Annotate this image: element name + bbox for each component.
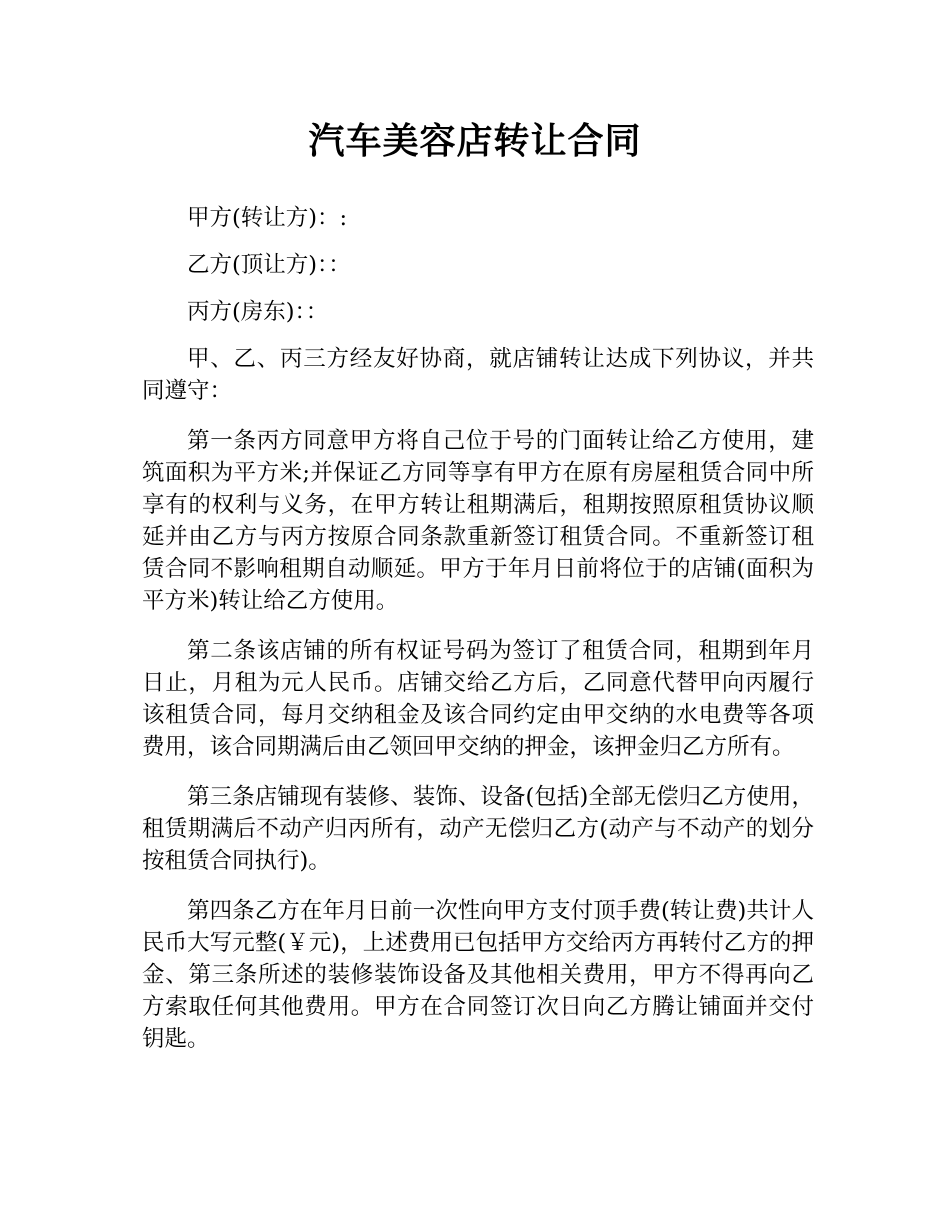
clause-3-paragraph: 第三条店铺现有装修、装饰、设备(包括)全部无偿归乙方使用，租赁期满后不动产归丙所有，动产无偿归乙方(动产与不动产的划分按租赁合同执行)。: [142, 784, 814, 874]
party-b-line: 乙方(顶让方)：：: [187, 252, 351, 278]
clause-4-paragraph: 第四条乙方在年月日前一次性向甲方支付顶手费(转让费)共计人民币大写元整(￥元)，上述费用已包括甲方交给丙方再转付乙方的押金、第三条所述的装修装饰设备及其他相关费用，甲方不得再向乙方索取任何其他费用。甲方在合同签订次日向乙方腾让铺面并交付钥匙。: [142, 898, 814, 1052]
preamble-paragraph: 甲、乙、丙三方经友好协商，就店铺转让达成下列协议，并共同遵守：: [142, 346, 814, 404]
party-c-line: 丙方(房东)：：: [187, 299, 329, 325]
document-title: 汽车美容店转让合同: [308, 121, 642, 162]
party-a-line: 甲方(转让方)：:: [187, 205, 348, 231]
clause-1-paragraph: 第一条丙方同意甲方将自己位于号的门面转让给乙方使用，建筑面积为平方米;并保证乙方同等享有甲方在原有房屋租赁合同中所享有的权利与义务，在甲方转让租期满后，租期按照原租赁协议顺延并由乙方与丙方按原合同条款重新签订租赁合同。不重新签订租赁合同不影响租期自动顺延。甲方于年月日前将位于的店铺(面积为平方米)转让给乙方使用。: [142, 428, 814, 614]
contract-body: [142, 202, 814, 1073]
clause-2-paragraph: 第二条该店铺的所有权证号码为签订了租赁合同，租期到年月日止，月租为元人民币。店铺交给乙方后，乙同意代替甲向丙履行该租赁合同，每月交纳租金及该合同约定由甲交纳的水电费等各项费用，该合同期满后由乙领回甲交纳的押金，该押金归乙方所有。: [142, 638, 814, 760]
